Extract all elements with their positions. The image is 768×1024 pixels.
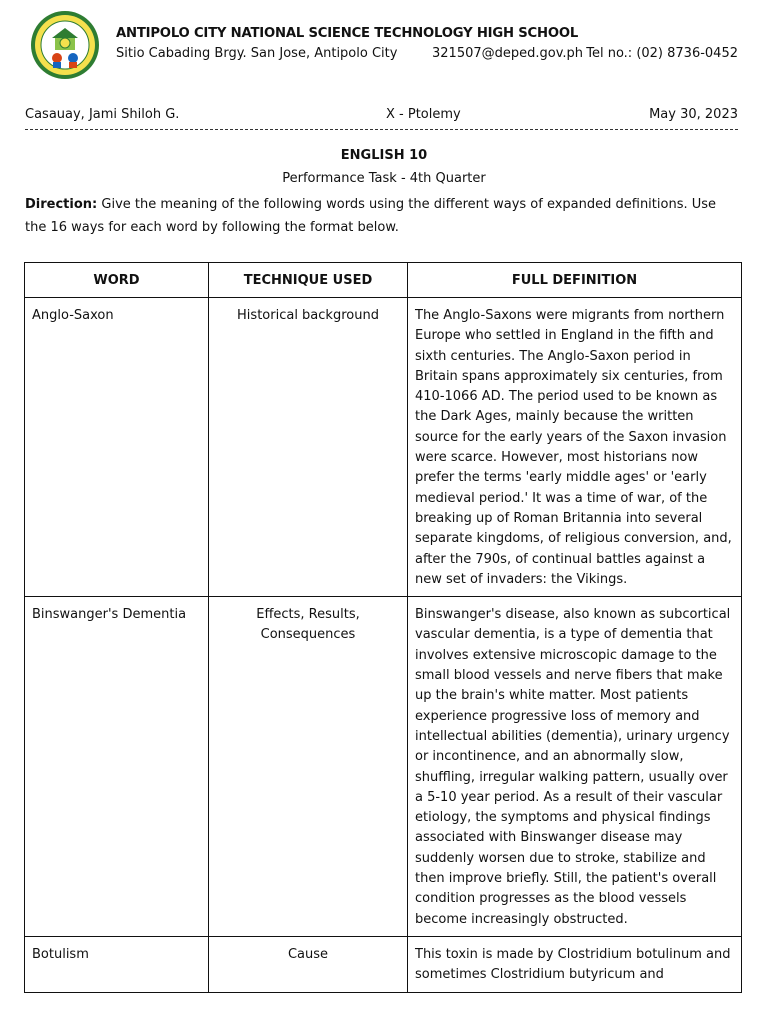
word-cell: Botulism [25,936,209,992]
table-row [25,936,742,992]
technique-cell: Cause [209,936,408,992]
subject-title: ENGLISH 10 [340,148,428,163]
school-address: Sitio Cabading Brgy. San Jose, Antipolo City [116,46,398,61]
column-header-word: WORD [25,263,209,298]
table-row [25,597,742,937]
submission-date: May 30, 2023 [649,107,738,122]
table-header-row [25,263,742,298]
definition-cell: The Anglo-Saxons were migrants from northern Europe who settled in England in the fifth and sixth centuries. The Anglo-Saxon period in Britain spans approximately six centuries, from 410-1066 AD. The period used to be known as the Dark Ages, mainly because the written source for the early years of the Saxon invasion were scarce. However, most historians now prefer the terms 'early middle ages' or 'early medieval period.' It was a time of war, of the breaking up of Roman Britannia into several separate kingdoms, of religious conversion, and, after the 790s, of continual battles against a new set of invaders: the Vikings. [408,298,742,597]
task-title: Performance Task - 4th Quarter [282,171,486,186]
student-section: X - Ptolemy [386,107,461,122]
school-name: ANTIPOLO CITY NATIONAL SCIENCE TECHNOLOGY HIGH SCHOOL [116,26,579,41]
school-email: 321507@deped.gov.ph [432,46,584,61]
dashed-divider [25,129,738,130]
column-header-technique: TECHNIQUE USED [209,263,408,298]
definition-cell: This toxin is made by Clostridium botulinum and sometimes Clostridium butyricum and [408,936,742,992]
technique-cell: Effects, Results, Consequences [209,597,408,937]
direction-label: Direction: [25,197,98,212]
column-header-definition: FULL DEFINITION [408,263,742,298]
table-row [25,298,742,597]
definitions-table [24,262,742,993]
student-info-row [25,107,738,125]
word-cell: Binswanger's Dementia [25,597,209,937]
definition-cell: Binswanger's disease, also known as subcortical vascular dementia, is a type of dementia that involves extensive microscopic damage to the small blood vessels and nerve fibers that make up the brain's white matter. Most patients experience progressive loss of memory and intellectual abilities (dementia), urinary urgency or incontinence, and an abnormally slow, shuffling, irregular walking pattern, usually over a 5-10 year period. As a result of their vascular etiology, the symptoms and physical findings associated with Binswanger disease may suddenly worsen due to stroke, stabilize and then improve briefly. Still, the patient's overall condition progresses as the blood vessels become increasingly obstructed. [408,597,742,937]
word-cell: Anglo-Saxon [25,298,209,597]
direction-text: Give the meaning of the following words using the different ways of expanded definitions. Use the 16 ways for each word by following the format below. [25,197,717,235]
school-telephone: Tel no.: (02) 8736-0452 [586,46,738,61]
student-name: Casauay, Jami Shiloh G. [25,107,180,122]
school-logo [30,8,100,82]
direction-paragraph [25,193,725,239]
technique-cell: Historical background [209,298,408,597]
